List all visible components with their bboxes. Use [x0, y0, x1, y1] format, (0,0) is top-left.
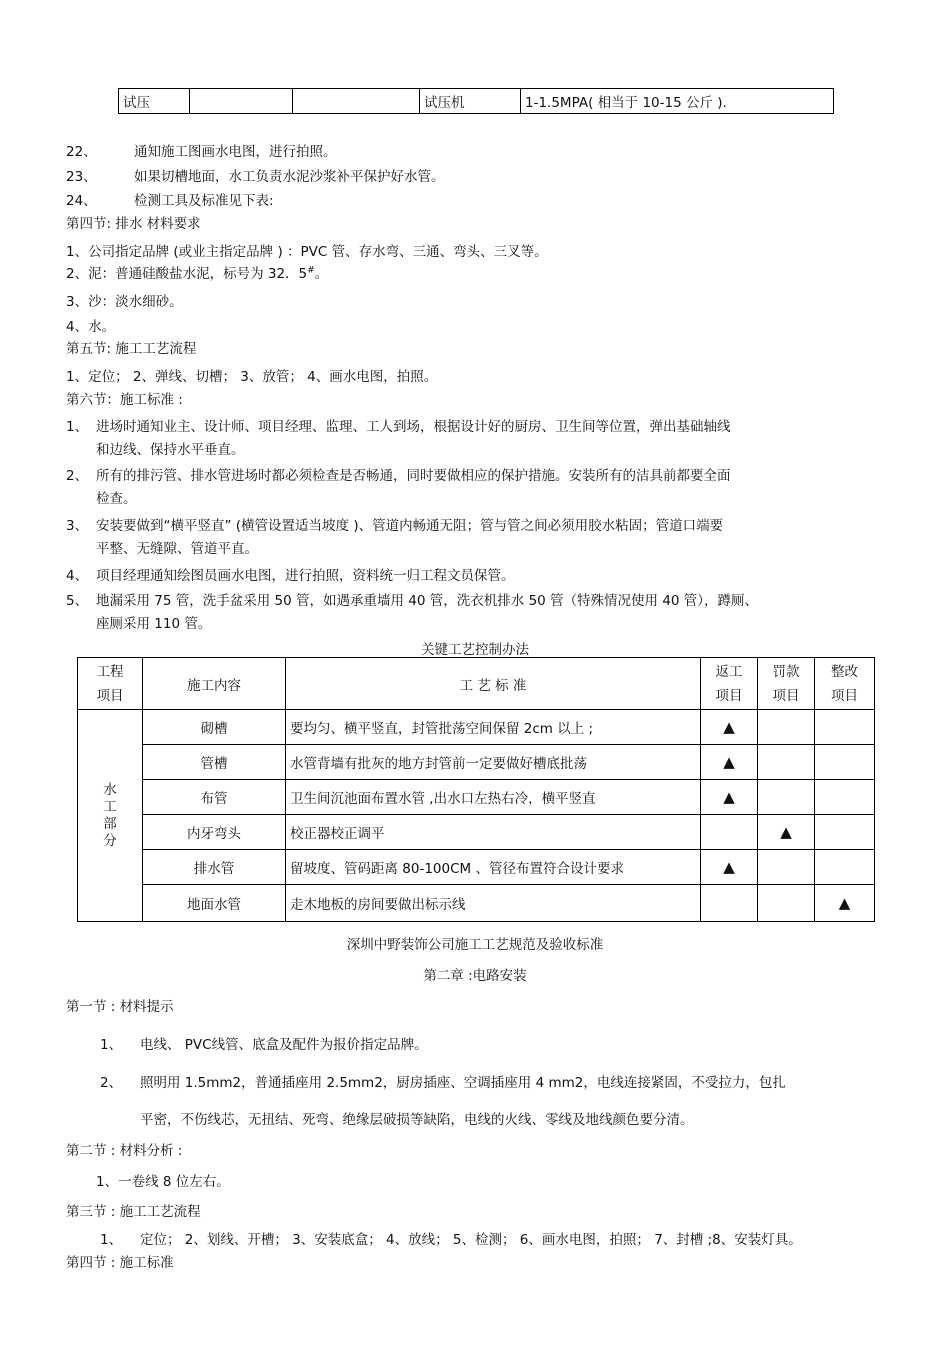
control-table-title: 关键工艺控制办法 — [421, 642, 529, 658]
section-6-heading: 第六节：施工标准 : — [66, 392, 183, 408]
process-control-table — [77, 657, 875, 922]
item-24-text: 检测工具及标准见下表: — [134, 193, 274, 209]
header-project — [78, 658, 143, 710]
cell-standard: 校正器校正调平 — [286, 815, 701, 850]
table-row — [78, 745, 875, 780]
cell-standard: 卫生间沉池面布置水管 ,出水口左热右冷，横平竖直 — [286, 780, 701, 815]
electric-item-number: 2、 — [100, 1075, 123, 1091]
cell-standard: 留坡度、管码距离 80-100CM 、管径布置符合设计要求 — [286, 850, 701, 885]
electric-flow-text: 定位； 2、划线、开槽； 3、安装底盒； 4、放线； 5、检测； 6、画水电图，拍照； 7、封槽 ;8、安装灯具。 — [140, 1232, 802, 1248]
material-item — [66, 262, 328, 282]
standard-number: 3、 — [66, 518, 89, 534]
cell-item: 管槽 — [143, 745, 286, 780]
standard-line: 地漏采用 75 管，洗手盆采用 50 管，如遇承重墙用 40 管，洗衣机排水 50 管（特殊情况使用 40 管），蹲厕、 — [96, 593, 759, 609]
group-char: 分 — [103, 832, 117, 849]
table-cell: 试压 — [119, 89, 190, 114]
standard-line: 平整、无缝隙、管道平直。 — [96, 541, 258, 557]
electric-section-3-heading: 第三节 : 施工工艺流程 — [66, 1204, 201, 1220]
group-water-work — [78, 710, 143, 922]
header-standard: 工 艺 标 准 — [286, 658, 701, 710]
cell-penalty — [758, 745, 815, 780]
item-22-number: 22、 — [66, 144, 97, 160]
cell-penalty — [758, 850, 815, 885]
standard-line: 和边线、保持水平垂直。 — [96, 442, 245, 458]
electric-item-text: 照明用 1.5mm2，普通插座用 2.5mm2，厨房插座、空调插座用 4 mm2，电线连接紧固，不受拉力，包扎 — [140, 1075, 786, 1091]
cell-rectify — [815, 780, 875, 815]
table-row — [78, 710, 875, 745]
group-char: 水 — [103, 781, 117, 798]
material-item: 1、公司指定品牌 (或业主指定品牌 ) ：PVC 管、存水弯、三通、弯头、三叉等。 — [66, 244, 548, 260]
header-text: 整改 — [831, 663, 858, 680]
header-rework — [701, 658, 758, 710]
cell-penalty — [758, 885, 815, 922]
cell-rectify — [815, 710, 875, 745]
cell-standard: 要均匀、横平竖直，封管批荡空间保留 2cm 以上 ; — [286, 710, 701, 745]
cell-rectify — [815, 745, 875, 780]
cell-rework: ▲ — [701, 850, 758, 885]
header-text: 项目 — [96, 687, 124, 704]
cell-item: 砌槽 — [143, 710, 286, 745]
material-item-end: 。 — [314, 266, 329, 282]
table-row — [78, 780, 875, 815]
header-rectify — [815, 658, 875, 710]
electric-item-number: 1、 — [100, 1037, 123, 1053]
cell-rectify — [815, 815, 875, 850]
pressure-test-table — [118, 88, 834, 114]
table-row — [78, 885, 875, 922]
cell-rectify — [815, 850, 875, 885]
header-text: 罚款 — [772, 663, 800, 680]
table-row — [78, 850, 875, 885]
standard-line: 所有的排污管、排水管进场时都必须检查是否畅通，同时要做相应的保护措施。安装所有的洁具前都要全面 — [96, 468, 731, 484]
header-text: 项目 — [715, 687, 743, 704]
cell-item: 布管 — [143, 780, 286, 815]
table-row — [78, 815, 875, 850]
table-cell: 1-1.5MPA( 相当于 10-15 公斤 ). — [521, 89, 834, 114]
cell-standard: 走木地板的房间要做出标示线 — [286, 885, 701, 922]
header-content: 施工内容 — [143, 658, 286, 710]
section-4-heading: 第四节: 排水 材料要求 — [66, 216, 201, 232]
material-item: 3、沙：淡水细砂。 — [66, 294, 183, 310]
material-analysis-item: 1、一卷线 8 位左右。 — [96, 1174, 230, 1190]
cell-rework — [701, 815, 758, 850]
standard-line: 安装要做到“横平竖直” (横管设置适当坡度 )、管道内畅通无阻；管与管之间必须用胶水粘固；管道口端要 — [96, 518, 724, 534]
table-header-row — [78, 658, 875, 710]
chapter-2-title: 第二章 :电路安装 — [423, 968, 527, 984]
header-penalty — [758, 658, 815, 710]
electric-section-2-heading: 第二节 : 材料分析 : — [66, 1143, 183, 1159]
company-header: 深圳中野装饰公司施工工艺规范及验收标准 — [346, 937, 604, 953]
cell-item: 排水管 — [143, 850, 286, 885]
material-item-text: 2、泥：普通硅酸盐水泥，标号为 32．5 — [66, 266, 308, 282]
standard-number: 5、 — [66, 593, 89, 609]
header-text: 工程 — [96, 663, 124, 680]
grade-superscript: # — [307, 265, 315, 276]
cell-rectify: ▲ — [815, 885, 875, 922]
header-text: 项目 — [831, 687, 858, 704]
cell-rework: ▲ — [701, 710, 758, 745]
standard-line: 进场时通知业主、设计师、项目经理、监理、工人到场，根据设计好的厨房、卫生间等位置，弹出基础轴线 — [96, 419, 731, 435]
standard-number: 4、 — [66, 568, 89, 584]
electric-item-text-continued: 平密，不伤线芯，无扭结、死弯、绝缘层破损等缺陷，电线的火线、零线及地线颜色要分清。 — [140, 1112, 694, 1128]
cell-rework: ▲ — [701, 780, 758, 815]
item-22-text: 通知施工图画水电图，进行拍照。 — [134, 144, 337, 160]
standard-number: 1、 — [66, 419, 89, 435]
electric-flow-number: 1、 — [100, 1232, 123, 1248]
electric-section-4-heading: 第四节 : 施工标准 — [66, 1255, 174, 1271]
material-item: 4、水。 — [66, 319, 116, 335]
item-23-number: 23、 — [66, 169, 97, 185]
group-char: 工 — [103, 798, 117, 815]
process-flow: 1、定位； 2、弹线、切槽； 3、放管； 4、画水电图，拍照。 — [66, 369, 438, 385]
electric-item-text: 电线、 PVC线管、底盒及配件为报价指定品牌。 — [140, 1037, 428, 1053]
section-5-heading: 第五节: 施工工艺流程 — [66, 341, 197, 357]
table-cell — [293, 89, 420, 114]
cell-rework — [701, 885, 758, 922]
item-24-number: 24、 — [66, 193, 97, 209]
cell-item: 地面水管 — [143, 885, 286, 922]
table-cell: 试压机 — [420, 89, 521, 114]
cell-penalty — [758, 780, 815, 815]
cell-rework: ▲ — [701, 745, 758, 780]
standard-line: 项目经理通知绘图员画水电图，进行拍照，资料统一归工程文员保管。 — [96, 568, 515, 584]
group-char: 部 — [103, 815, 117, 832]
header-text: 返工 — [715, 663, 743, 680]
cell-standard: 水管背墙有批灰的地方封管前一定要做好槽底批荡 — [286, 745, 701, 780]
electric-section-1-heading: 第一节 : 材料提示 — [66, 999, 174, 1015]
item-23-text: 如果切槽地面，水工负责水泥沙浆补平保护好水管。 — [134, 169, 445, 185]
standard-number: 2、 — [66, 468, 89, 484]
cell-item: 内牙弯头 — [143, 815, 286, 850]
header-text: 项目 — [772, 687, 800, 704]
cell-penalty — [758, 710, 815, 745]
cell-penalty: ▲ — [758, 815, 815, 850]
standard-line: 检查。 — [96, 491, 137, 507]
standard-line: 座厕采用 110 管。 — [96, 616, 212, 632]
table-cell — [190, 89, 293, 114]
